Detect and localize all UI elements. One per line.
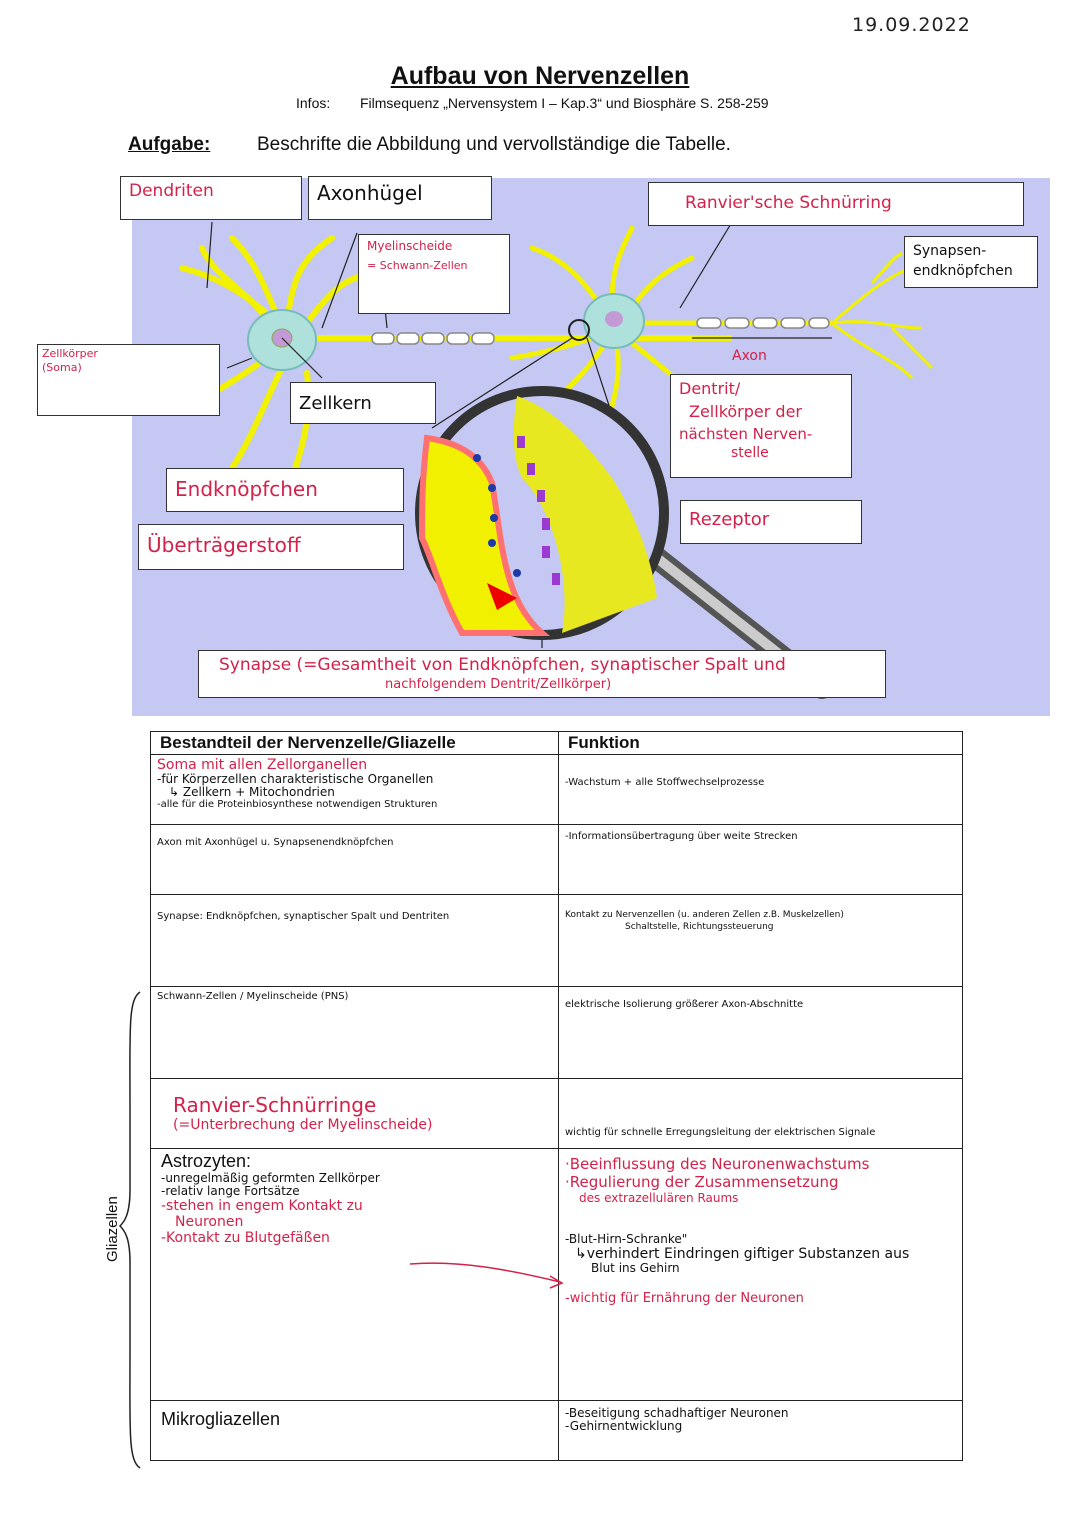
table-row <box>151 755 963 825</box>
row6-function: ·Beeinflussung des Neuronenwachstums ·Regulierung der Zusammensetzung des extrazellulären Raums -Blut-Hirn-Schranke" ↳verhindert Eindringen giftiger Substanzen aus Blut ins Gehirn -wichtig für Ernährung der Neuronen <box>559 1149 963 1401</box>
myelin-segments-1 <box>372 333 494 344</box>
row6-component: Astrozyten: -unregelmäßig geformten Zellkörper -relativ lange Fortsätze -stehen in engem Kontakt zu Neuronen -Kontakt zu Blutgefäßen <box>151 1149 559 1401</box>
col1-header: Bestandteil der Nervenzelle/Gliazelle <box>151 732 559 755</box>
label-dentrit: Dentrit/ Zellkörper der nächsten Nerven- stelle <box>670 374 852 478</box>
label-axonhuegel: Axonhügel <box>308 176 492 220</box>
gliazellen-bracket <box>118 990 148 1470</box>
row7-function <box>559 1401 963 1461</box>
label-uebertraegerstoff: Überträgerstoff <box>138 524 404 570</box>
nucleus-neuron-2 <box>605 311 623 327</box>
label-ranvier: Ranvier'sche Schnürring <box>648 182 1024 226</box>
label-synapse: Synapse (=Gesamtheit von Endknöpfchen, synaptischer Spalt und nachfolgendem Dentrit/Zellkörper) <box>198 650 886 698</box>
row4-component: Schwann-Zellen / Myelinscheide (PNS) <box>151 987 559 1079</box>
col2-header: Funktion <box>559 732 963 755</box>
row5-component: Ranvier-Schnürringe (=Unterbrechung der Myelinscheide) <box>151 1079 559 1149</box>
infos-text: Filmsequenz „Nervensystem I – Kap.3“ und Biosphäre S. 258-259 <box>360 95 769 111</box>
row7-function-line2: -Gehirnentwicklung <box>565 1419 683 1433</box>
table-row <box>151 1079 963 1149</box>
neuron-figure <box>129 178 1050 716</box>
label-axon: Axon <box>732 348 767 364</box>
date: 19.09.2022 <box>852 14 971 36</box>
row1-component: Soma mit allen Zellorganellen -für Körperzellen charakteristische Organellen ↳ Zellkern + Mitochondrien -alle für die Proteinbiosynthese notwendigen Strukturen <box>151 755 559 825</box>
label-synapsenendknoepfchen: Synapsen- endknöpfchen <box>904 236 1038 288</box>
task-label: Aufgabe: <box>128 134 211 155</box>
row3-component: Synapse: Endknöpfchen, synaptischer Spalt und Dentriten <box>151 895 559 987</box>
contact-arrow <box>400 1256 570 1296</box>
gliazellen-label: Gliazellen <box>104 1196 121 1262</box>
task-text: Beschrifte die Abbildung und vervollständige die Tabelle. <box>257 134 731 155</box>
myelin-segments-2 <box>697 318 829 328</box>
table-row <box>151 895 963 987</box>
table-header-row <box>151 732 963 755</box>
row1-function: -Wachstum + alle Stoffwechselprozesse <box>559 755 963 825</box>
infos-label: Infos: <box>296 95 331 111</box>
row3-function: Kontakt zu Nervenzellen (u. anderen Zellen z.B. Muskelzellen) Schaltstelle, Richtungssteuerung <box>559 895 963 987</box>
table-row <box>151 987 963 1079</box>
page-title: Aufbau von Nervenzellen <box>390 62 690 90</box>
label-myelinscheide: Myelinscheide = Schwann-Zellen <box>358 234 510 314</box>
table-row <box>151 825 963 895</box>
label-endknoepfchen: Endknöpfchen <box>166 468 404 512</box>
label-zellkoerper: Zellkörper (Soma) <box>37 344 220 416</box>
label-rezeptor: Rezeptor <box>680 500 862 544</box>
row2-component: Axon mit Axonhügel u. Synapsenendknöpfchen <box>151 825 559 895</box>
label-dendriten: Dendriten <box>120 176 302 220</box>
row4-function: elektrische Isolierung größerer Axon-Abschnitte <box>559 987 963 1079</box>
row7-component: Mikrogliazellen <box>151 1401 559 1461</box>
function-table <box>150 731 963 1461</box>
row2-function: -Informationsübertragung über weite Strecken <box>559 825 963 895</box>
table-row <box>151 1401 963 1461</box>
row5-function: wichtig für schnelle Erregungsleitung der elektrischen Signale <box>559 1079 963 1149</box>
label-zellkern: Zellkern <box>290 382 436 424</box>
row7-function-line1: -Beseitigung schadhaftiger Neuronen <box>565 1406 789 1420</box>
